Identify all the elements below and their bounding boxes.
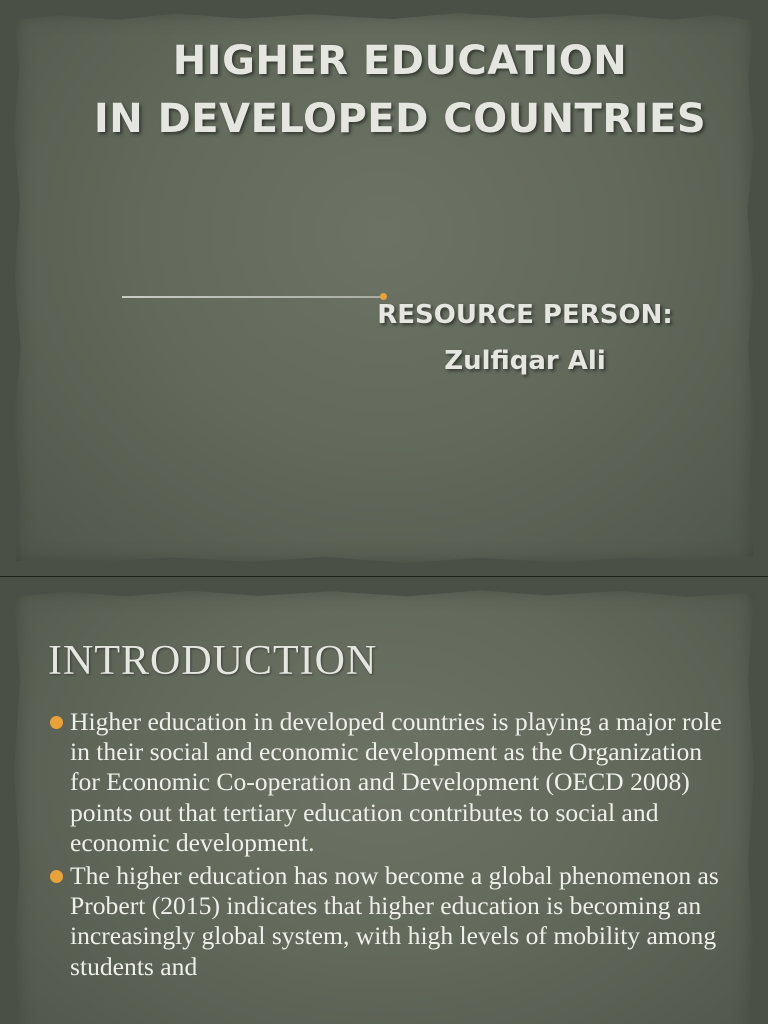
introduction-slide [0, 577, 768, 1024]
resource-person [300, 292, 750, 384]
bullet-dot-icon [50, 870, 63, 883]
bullet-list [48, 707, 738, 985]
bullet-item [48, 861, 738, 982]
bullet-item [48, 707, 738, 858]
bullet-text: Higher education in developed countries is playing a major role in their social and economic development as the Organization for Economic Co-operation and Development (OECD 2008) points out that tertiary education contributes to social and economic development. [70, 707, 722, 857]
title-line: HIGHER EDUCATION [172, 38, 628, 84]
slide-title [40, 32, 760, 148]
title-line: IN DEVELOPED COUNTRIES [93, 96, 707, 142]
resource-name: Zulfiqar Ali [444, 346, 606, 376]
slide-heading: INTRODUCTION [48, 638, 378, 684]
bullet-dot-icon [50, 716, 63, 729]
bullet-text: The higher education has now become a global phenomenon as Probert (2015) indicates that higher education is becoming an increasingly global system, with high levels of mobility among students and [70, 861, 719, 981]
resource-label: RESOURCE PERSON: [377, 300, 673, 330]
